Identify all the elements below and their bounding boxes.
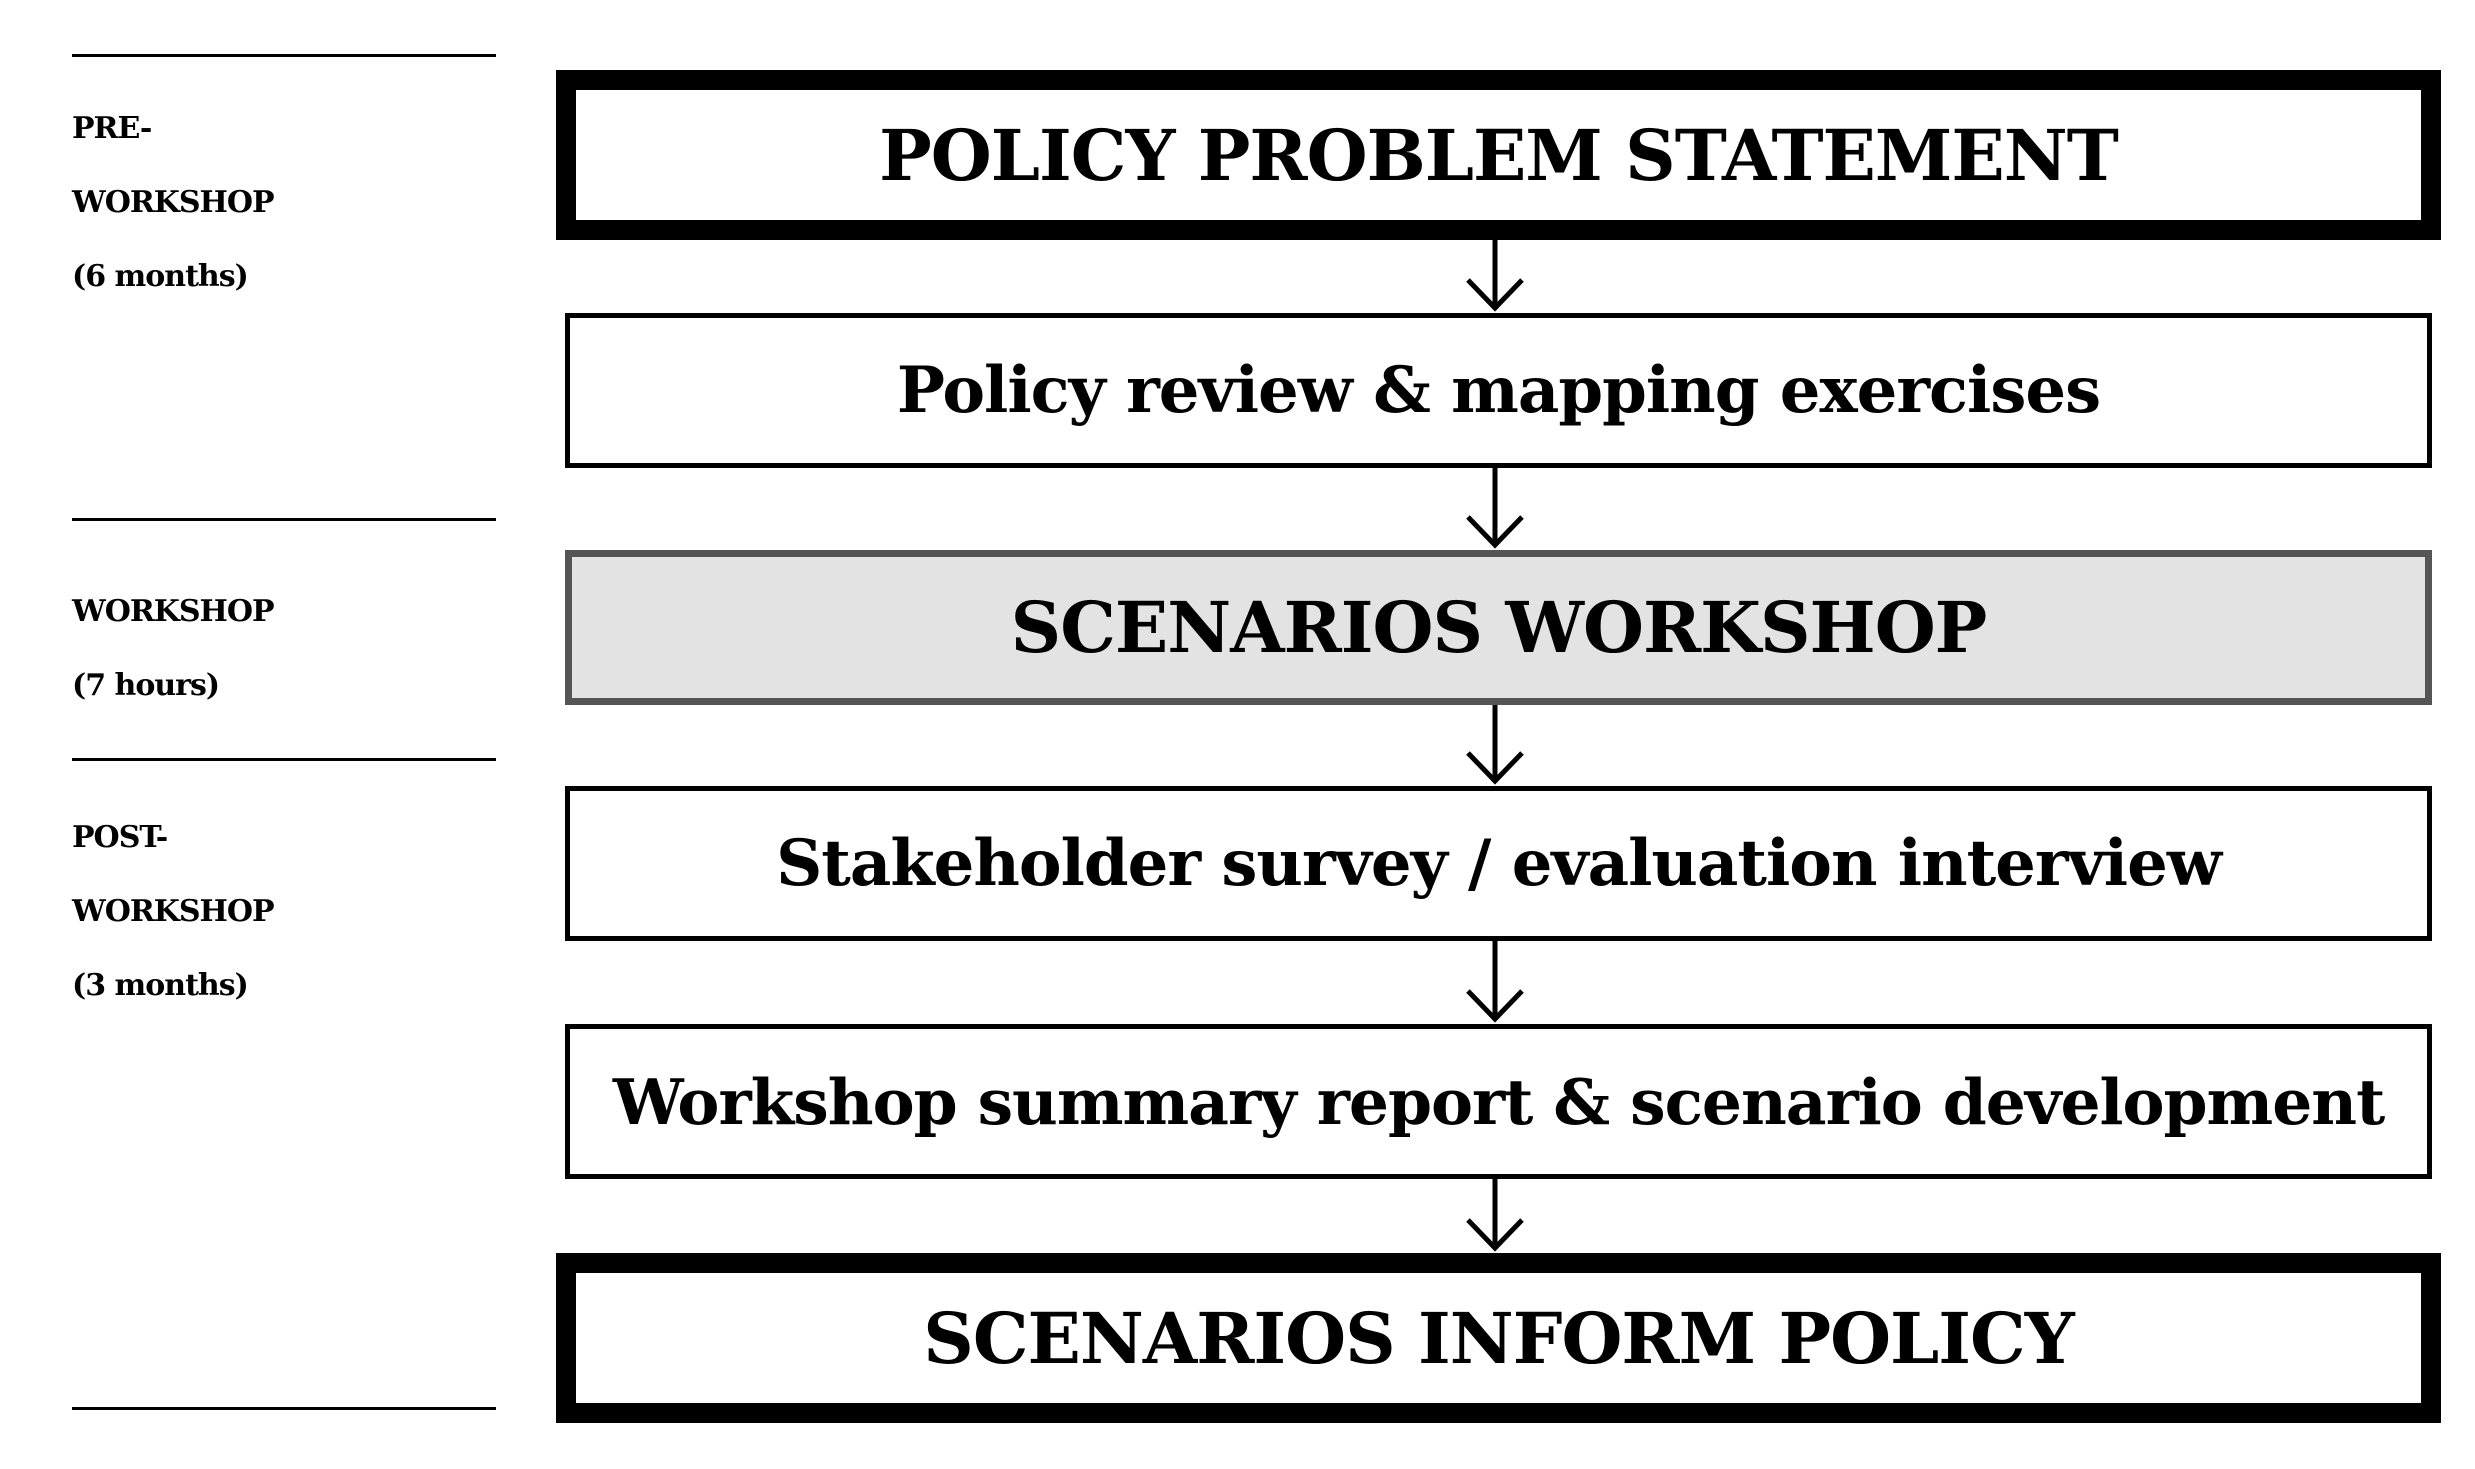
step-label: POLICY PROBLEM STATEMENT bbox=[879, 113, 2118, 197]
phase-divider-pre-workshop bbox=[72, 518, 496, 521]
step-scenarios-inform-policy bbox=[556, 1253, 2441, 1423]
step-policy-review bbox=[565, 313, 2432, 468]
arrow-down-icon bbox=[1460, 705, 1530, 786]
step-label: SCENARIOS INFORM POLICY bbox=[923, 1296, 2074, 1380]
step-policy-problem-statement bbox=[556, 70, 2441, 240]
phase-label-workshop bbox=[72, 575, 572, 723]
arrow-down-icon bbox=[1460, 1179, 1530, 1253]
phase-label-line: PRE- bbox=[72, 111, 152, 146]
phase-label-line: WORKSHOP bbox=[72, 594, 274, 629]
phase-divider-bottom bbox=[72, 1407, 496, 1410]
phase-label-line: WORKSHOP bbox=[72, 894, 274, 929]
phase-duration: (7 hours) bbox=[72, 668, 220, 703]
arrow-down-icon bbox=[1460, 468, 1530, 550]
phase-label-pre-workshop bbox=[72, 92, 572, 314]
step-label: Stakeholder survey / evaluation interview bbox=[776, 826, 2221, 901]
phase-divider-top bbox=[72, 54, 496, 57]
step-workshop-summary-report bbox=[565, 1024, 2432, 1179]
step-scenarios-workshop bbox=[565, 550, 2432, 705]
step-stakeholder-survey bbox=[565, 786, 2432, 941]
phase-label-post-workshop bbox=[72, 801, 572, 1023]
phase-divider-workshop bbox=[72, 758, 496, 761]
phase-label-line: WORKSHOP bbox=[72, 185, 274, 220]
step-label: SCENARIOS WORKSHOP bbox=[1010, 586, 1987, 669]
phase-duration: (3 months) bbox=[72, 968, 248, 1003]
arrow-down-icon bbox=[1460, 941, 1530, 1024]
arrow-down-icon bbox=[1460, 240, 1530, 313]
phase-duration: (6 months) bbox=[72, 259, 248, 294]
phase-label-line: POST- bbox=[72, 820, 168, 855]
step-label: Workshop summary report & scenario development bbox=[612, 1064, 2385, 1139]
step-label: Policy review & mapping exercises bbox=[896, 353, 2101, 428]
